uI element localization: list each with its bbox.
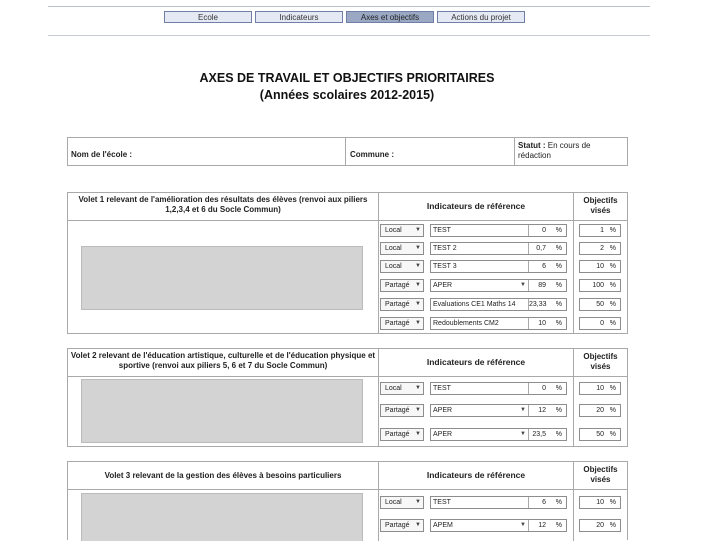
indicator-field[interactable] (430, 382, 567, 395)
indicator-value[interactable]: 6 (528, 261, 548, 272)
percent-sign: % (609, 227, 616, 234)
percent-sign: % (555, 499, 562, 506)
indicator-field[interactable] (430, 496, 567, 509)
chevron-down-icon: ▼ (415, 263, 421, 269)
indicator-type-value: Partagé (385, 320, 410, 327)
indicator-value[interactable]: 0 (528, 225, 548, 236)
chevron-down-icon: ▼ (415, 320, 421, 326)
status-cell (518, 141, 622, 161)
volet-3-textarea[interactable] (81, 493, 363, 541)
chevron-down-icon: ▼ (415, 431, 421, 437)
percent-sign: % (609, 263, 616, 270)
indicator-field[interactable] (430, 404, 567, 417)
indicator-row (378, 240, 627, 258)
objectives-header: Objectifs visés (573, 462, 627, 489)
indicator-type-value: Partagé (385, 431, 410, 438)
indicator-name: APER (433, 407, 453, 414)
indicator-type-select[interactable] (380, 279, 424, 292)
divider (68, 376, 627, 377)
percent-sign: % (555, 385, 562, 392)
objective-field[interactable] (579, 404, 621, 417)
objective-value[interactable]: 100 (592, 282, 604, 289)
indicator-name: TEST (433, 227, 451, 234)
indicator-value[interactable]: 10 (528, 318, 548, 329)
indicator-type-value: Local (385, 499, 402, 506)
indicator-name: Redoublements CM2 (433, 320, 499, 327)
percent-sign: % (609, 301, 616, 308)
percent-sign: % (609, 431, 616, 438)
tab-ecole[interactable]: Ecole (164, 11, 252, 23)
indicator-type-select[interactable] (380, 382, 424, 395)
percent-sign: % (609, 407, 616, 414)
indicator-type-value: Partagé (385, 407, 410, 414)
indicator-type-value: Local (385, 263, 402, 270)
indicator-row (378, 258, 627, 276)
chevron-down-icon: ▼ (415, 385, 421, 391)
volet-3-title: Volet 3 relevant de la gestion des élèves à besoins particuliers (104, 471, 342, 480)
volet-1-textarea[interactable] (81, 246, 363, 310)
indicator-row (378, 380, 627, 398)
indicator-field[interactable] (430, 317, 567, 330)
tab-axes-objectifs[interactable]: Axes et objectifs (346, 11, 434, 23)
percent-sign: % (609, 522, 616, 529)
indicator-type-select[interactable] (380, 404, 424, 417)
indicator-field[interactable] (430, 260, 567, 273)
objective-field[interactable] (579, 496, 621, 509)
indicator-type-value: Partagé (385, 282, 410, 289)
indicator-name: TEST (433, 499, 451, 506)
indicator-field[interactable] (430, 298, 567, 311)
indicator-name: TEST (433, 385, 451, 392)
indicator-row (378, 222, 627, 240)
divider (514, 138, 515, 165)
indicator-type-value: Local (385, 245, 402, 252)
tab-indicateurs[interactable]: Indicateurs (255, 11, 343, 23)
school-info-table (67, 137, 628, 166)
percent-sign: % (609, 499, 616, 506)
percent-sign: % (555, 320, 562, 327)
indicator-field[interactable] (430, 279, 567, 292)
indicator-field[interactable] (430, 242, 567, 255)
indicators-header: Indicateurs de référence (378, 349, 573, 376)
chevron-down-icon: ▼ (415, 245, 421, 251)
page-title (0, 70, 694, 104)
chevron-down-icon[interactable]: ▼ (520, 522, 526, 528)
chevron-down-icon: ▼ (415, 282, 421, 288)
indicator-row (378, 277, 627, 295)
indicator-name: APER (433, 282, 453, 289)
indicator-type-select[interactable] (380, 519, 424, 532)
indicator-type-value: Partagé (385, 522, 410, 529)
volet-1 (67, 192, 628, 334)
indicator-value[interactable]: 23,33 (529, 301, 547, 308)
indicator-value[interactable]: 23,5 (528, 429, 548, 440)
indicator-field[interactable] (430, 224, 567, 237)
indicator-value[interactable]: 12 (528, 405, 548, 416)
divider (345, 138, 346, 165)
page-title-line1: AXES DE TRAVAIL ET OBJECTIFS PRIORITAIRES (199, 71, 495, 85)
objective-value[interactable]: 1 (600, 227, 604, 234)
tabs-divider (48, 35, 650, 36)
indicator-type-value: Local (385, 385, 402, 392)
indicator-row (378, 296, 627, 314)
percent-sign: % (609, 385, 616, 392)
indicator-field[interactable] (430, 519, 567, 532)
indicator-type-value: Local (385, 227, 402, 234)
tab-actions-projet[interactable]: Actions du projet (437, 11, 525, 23)
chevron-down-icon: ▼ (415, 227, 421, 233)
objective-value[interactable]: 50 (596, 431, 604, 438)
objective-value[interactable]: 2 (600, 245, 604, 252)
page-title-line2: (Années scolaires 2012-2015) (259, 88, 435, 102)
indicator-type-select[interactable] (380, 298, 424, 311)
volet-3 (67, 461, 628, 540)
objective-value[interactable]: 20 (596, 522, 604, 529)
objectives-header: Objectifs visés (573, 193, 627, 220)
objective-field[interactable] (579, 428, 621, 441)
volet-1-title: Volet 1 relevant de l'amélioration des résultats des élèves (renvoi aux piliers 1,2,3,4 et 6 du Socle Commun) (78, 195, 368, 214)
indicator-row (378, 426, 627, 444)
indicator-name: TEST 3 (433, 263, 457, 270)
chevron-down-icon: ▼ (415, 499, 421, 505)
indicator-type-select[interactable] (380, 242, 424, 255)
indicator-name: Evaluations CE1 Maths 14 (433, 301, 516, 308)
objective-value[interactable]: 10 (596, 263, 604, 270)
percent-sign: % (555, 227, 562, 234)
percent-sign: % (555, 431, 562, 438)
commune-label: Commune : (350, 150, 394, 159)
indicator-row (378, 315, 627, 333)
indicator-name: APER (433, 431, 453, 438)
objective-field[interactable] (579, 317, 621, 330)
indicator-value[interactable]: 89 (528, 280, 548, 291)
indicator-type-select[interactable] (380, 496, 424, 509)
top-divider (48, 6, 650, 7)
school-name-label: Nom de l'école : (71, 150, 133, 159)
objective-value[interactable]: 0 (600, 320, 604, 327)
indicator-type-value: Partagé (385, 301, 410, 308)
percent-sign: % (555, 301, 562, 308)
divider (68, 489, 627, 490)
indicator-row (378, 494, 627, 512)
objectives-header: Objectifs visés (573, 349, 627, 376)
objective-value[interactable]: 20 (596, 407, 604, 414)
percent-sign: % (555, 282, 562, 289)
objective-value[interactable]: 10 (596, 499, 604, 506)
indicator-type-select[interactable] (380, 260, 424, 273)
indicator-row (378, 402, 627, 420)
percent-sign: % (555, 263, 562, 270)
chevron-down-icon[interactable]: ▼ (520, 282, 526, 288)
divider (68, 220, 627, 221)
volet-2 (67, 348, 628, 447)
indicators-header: Indicateurs de référence (378, 462, 573, 489)
nav-tabs (164, 11, 525, 24)
percent-sign: % (609, 320, 616, 327)
percent-sign: % (555, 407, 562, 414)
chevron-down-icon: ▼ (415, 407, 421, 413)
indicator-name: APEM (433, 522, 453, 529)
percent-sign: % (555, 522, 562, 529)
indicator-value[interactable]: 6 (528, 497, 548, 508)
objective-field[interactable] (579, 298, 621, 311)
chevron-down-icon: ▼ (415, 522, 421, 528)
indicator-value[interactable]: 0,7 (528, 243, 548, 254)
indicator-row (378, 517, 627, 535)
indicator-type-select[interactable] (380, 317, 424, 330)
objective-field[interactable] (579, 519, 621, 532)
indicator-value[interactable]: 12 (528, 520, 548, 531)
percent-sign: % (609, 282, 616, 289)
chevron-down-icon: ▼ (415, 301, 421, 307)
volet-2-title: Volet 2 relevant de l'éducation artistique, culturelle et de l'éducation physique et sportive (renvoi aux piliers 5, 6 et 7 du Socle Commun) (70, 351, 376, 370)
indicators-header: Indicateurs de référence (378, 193, 573, 220)
percent-sign: % (555, 245, 562, 252)
objective-field[interactable] (579, 224, 621, 237)
indicator-field[interactable] (430, 428, 567, 441)
indicator-type-select[interactable] (380, 428, 424, 441)
chevron-down-icon[interactable]: ▼ (520, 431, 526, 437)
chevron-down-icon[interactable]: ▼ (520, 407, 526, 413)
objective-field[interactable] (579, 260, 621, 273)
objective-field[interactable] (579, 242, 621, 255)
volet-2-textarea[interactable] (81, 379, 363, 443)
status-label: Statut : (518, 141, 546, 150)
objective-value[interactable]: 10 (596, 385, 604, 392)
indicator-name: TEST 2 (433, 245, 457, 252)
objective-field[interactable] (579, 382, 621, 395)
indicator-value[interactable]: 0 (528, 383, 548, 394)
status-value: En cours de rédaction (518, 141, 591, 160)
objective-value[interactable]: 50 (596, 301, 604, 308)
indicator-type-select[interactable] (380, 224, 424, 237)
percent-sign: % (609, 245, 616, 252)
objective-field[interactable] (579, 279, 621, 292)
